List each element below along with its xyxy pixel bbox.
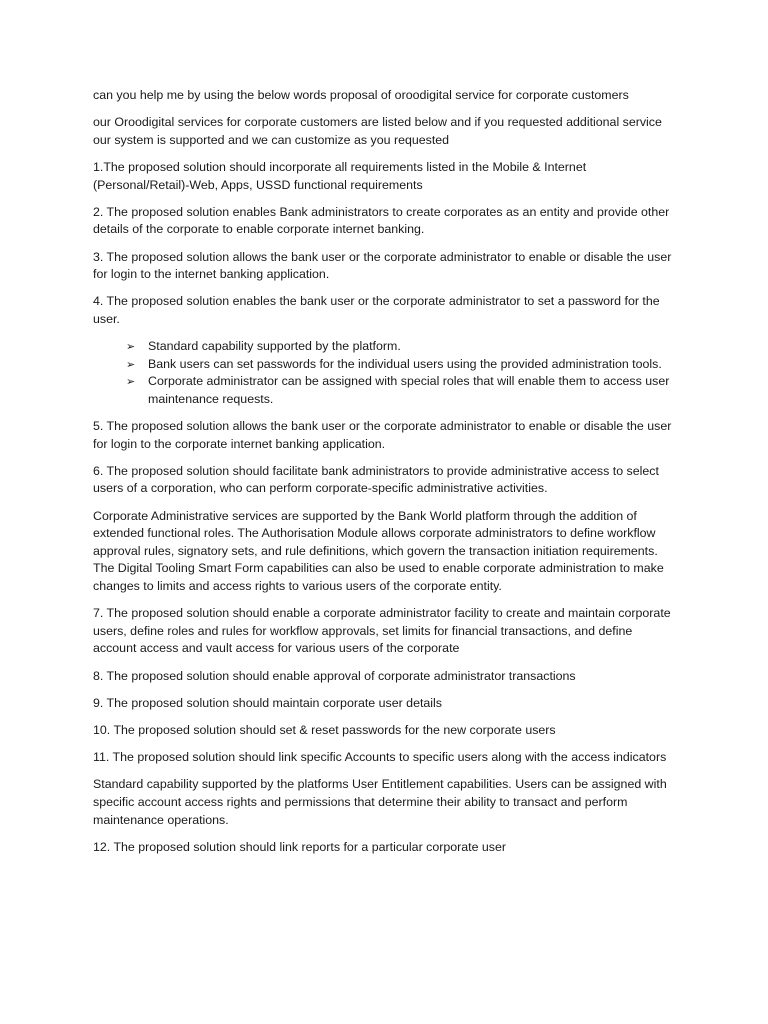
requirement-11: 11. The proposed solution should link specific Accounts to specific users along with the access indicators: [93, 750, 667, 765]
requirement-4-bullet-list: [93, 338, 679, 408]
requirement-5: 5. The proposed solution allows the bank user or the corporate administrator to enable or disable the user for login to the corporate internet banking application.: [93, 419, 672, 451]
requirement-8: 8. The proposed solution should enable approval of corporate administrator transactions: [93, 668, 576, 683]
requirement-4: 4. The proposed solution enables the bank user or the corporate administrator to set a password for the user.: [93, 294, 660, 326]
bullet-text: Bank users can set passwords for the individual users using the provided administration tools.: [148, 356, 662, 371]
requirement-2: 2. The proposed solution enables Bank administrators to create corporates as an entity and provide other details of the corporate to enable corporate internet banking.: [93, 204, 670, 237]
bullet-text: Corporate administrator can be assigned with special roles that will enable them to access user maintenance requests.: [148, 374, 670, 406]
arrowhead-bullet-icon: ➢: [126, 340, 136, 354]
user-entitlement-paragraph: Standard capability supported by the platforms User Entitlement capabilities. Users can be assigned with specific account access rights and permissions that determine their ability to transact and perform maintenance operations.: [93, 777, 667, 827]
arrowhead-bullet-icon: ➢: [126, 357, 136, 371]
requirement-1: 1.The proposed solution should incorporate all requirements listed in the Mobile & Internet (Personal/Retail)-Web, Apps, USSD functional requirements: [93, 159, 587, 192]
bullet-text: Standard capability supported by the platform.: [148, 339, 401, 354]
arrowhead-bullet-icon: ➢: [126, 375, 136, 389]
requirement-3: 3. The proposed solution allows the bank user or the corporate administrator to enable or disable the user for login to the internet banking application.: [93, 249, 672, 282]
corporate-admin-services-paragraph: Corporate Administrative services are supported by the Bank World platform through the addition of extended functional roles. The Authorisation Module allows corporate administrators to define workflow approval rules, signatory sets, and rule definitions, which govern the transaction initiation requirements. The Digital Tooling Smart Form capabilities can also be used to enable corporate administration to make changes to limits and access rights to various users of the corporate entity.: [93, 508, 664, 593]
requirement-12: 12. The proposed solution should link reports for a particular corporate user: [93, 839, 507, 854]
requirement-7: 7. The proposed solution should enable a corporate administrator facility to create and maintain corporate users, define roles and rules for workflow approvals, set limits for financial transactions, and define account access and vault access for various users of the corporate: [93, 606, 671, 656]
intro-paragraph: our Oroodigital services for corporate customers are listed below and if you requested additional service our system is supported and we can customize as you requested: [93, 115, 662, 147]
bullet-item: [93, 338, 679, 356]
bullet-item: [93, 373, 679, 408]
requirement-10: 10. The proposed solution should set & reset passwords for the new corporate users: [93, 722, 556, 737]
requirement-9: 9. The proposed solution should maintain corporate user details: [93, 695, 442, 710]
request-paragraph: can you help me by using the below words proposal of oroodigital service for corporate customers: [93, 88, 629, 102]
requirement-6: 6. The proposed solution should facilitate bank administrators to provide administrative access to select users of a corporation, who can perform corporate-specific administrative activities.: [93, 463, 659, 496]
document-page: [93, 87, 679, 866]
bullet-item: [93, 356, 679, 374]
